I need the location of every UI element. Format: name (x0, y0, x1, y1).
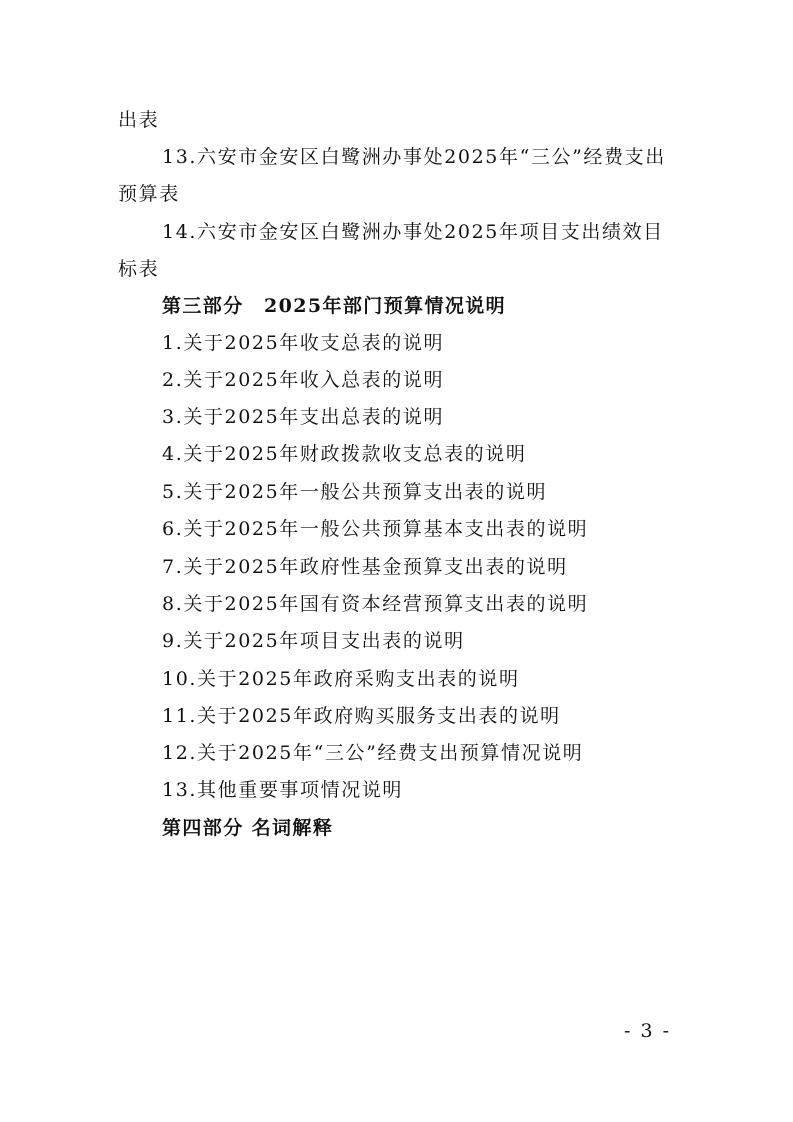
section-heading: 第三部分 2025年部门预算情况说明 (162, 295, 507, 317)
text-line: 出表 (118, 109, 160, 131)
list-item: 12.关于2025年“三公”经费支出预算情况说明 (162, 742, 584, 764)
text-line: 预算表 (118, 183, 180, 205)
list-item: 1.关于2025年收支总表的说明 (162, 332, 445, 354)
list-item: 10.关于2025年政府采购支出表的说明 (162, 668, 520, 690)
list-item: 5.关于2025年一般公共预算支出表的说明 (162, 481, 548, 503)
list-item: 7.关于2025年政府性基金预算支出表的说明 (162, 556, 568, 578)
list-item: 2.关于2025年收入总表的说明 (162, 369, 445, 391)
page-number: - 3 - (624, 1020, 672, 1042)
text-line: 标表 (118, 258, 160, 280)
list-item: 8.关于2025年国有资本经营预算支出表的说明 (162, 593, 589, 615)
section-heading: 第四部分 名词解释 (162, 817, 334, 839)
list-item: 11.关于2025年政府购买服务支出表的说明 (162, 705, 561, 727)
list-item: 4.关于2025年财政拨款收支总表的说明 (162, 443, 527, 465)
text-line: 14.六安市金安区白鹭洲办事处2025年项目支出绩效目 (162, 221, 664, 243)
text-line: 13.六安市金安区白鹭洲办事处2025年“三公”经费支出 (162, 146, 666, 168)
list-item: 13.其他重要事项情况说明 (162, 779, 404, 801)
list-item: 6.关于2025年一般公共预算基本支出表的说明 (162, 518, 589, 540)
list-item: 3.关于2025年支出总表的说明 (162, 406, 445, 428)
list-item: 9.关于2025年项目支出表的说明 (162, 630, 465, 652)
